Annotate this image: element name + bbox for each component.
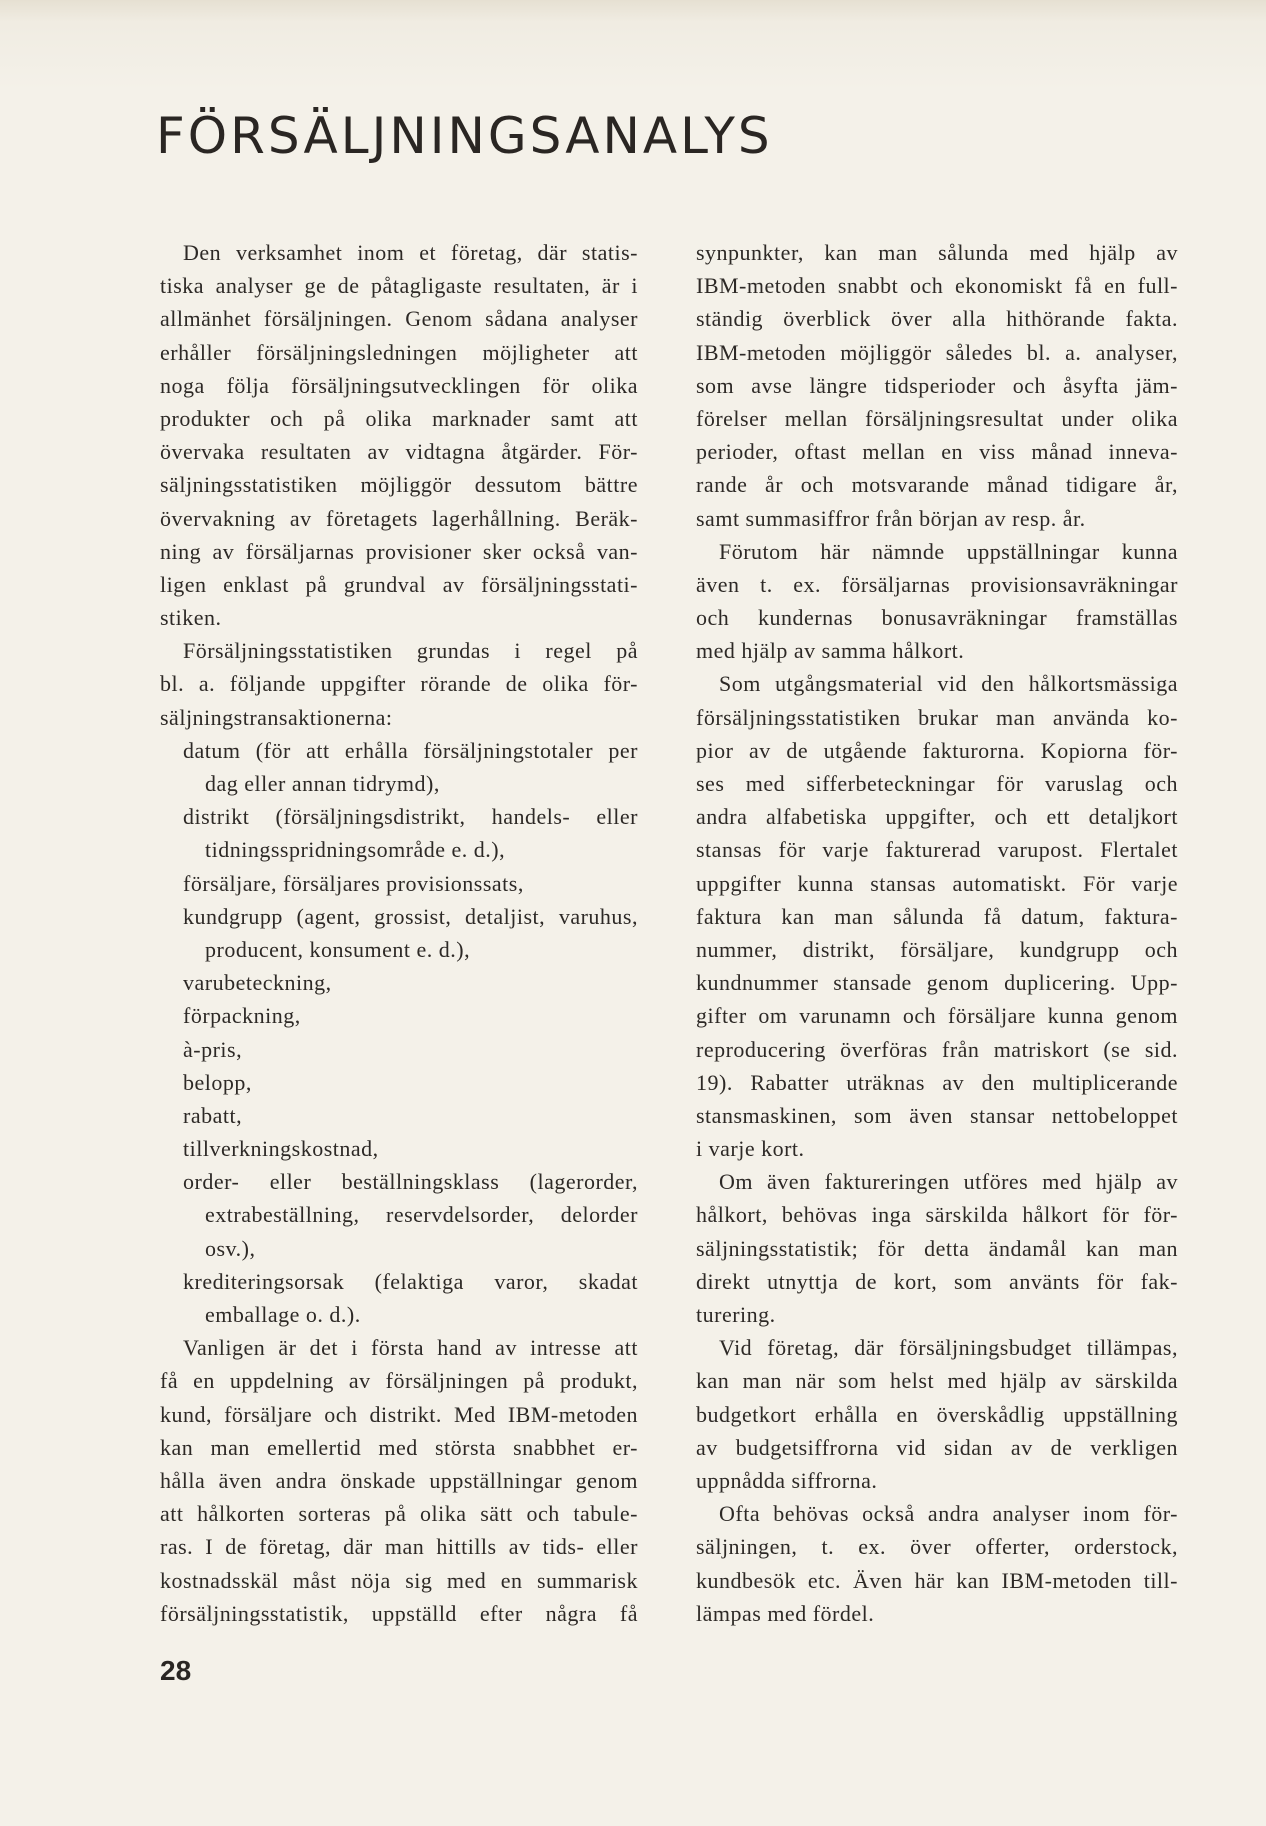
text-line: noga följa försäljningsutvecklingen för olika [160,372,638,398]
text-line: kan man emellertid med största snabbhet er- [160,1434,638,1460]
text-line: reproducering överföras från matriskort (se sid. [696,1036,1178,1062]
text-line: Vid företag, där försäljningsbudget tillämpas, [719,1335,1178,1361]
text-line: ses med sifferbeteckningar för varuslag och [696,771,1178,796]
list-item [160,1165,638,1265]
text-line: tiska analyser ge de påtagligaste resultaten, är i [160,273,638,299]
text-line: direkt utnyttja de kort, som använts för fak- [696,1268,1178,1294]
text-line: rande år och motsvarande månad tidigare år, [696,472,1178,498]
text-line: kostnadsskäl måst nöja sig med en summarisk [160,1567,638,1593]
paragraph [160,634,638,734]
text-line: ning av försäljarnas provisioner sker också van- [160,538,638,564]
text-line: turering. [696,1302,776,1327]
text-line: uppgifter kunna stansas automatiskt. För varje [696,870,1178,896]
text-line: Vanligen är det i första hand av intresse att [183,1335,638,1361]
right-column [696,236,1178,1630]
paragraph [696,1331,1178,1497]
text-line: förelser mellan försäljningsresultat under olika [696,405,1178,431]
text-line: stansas för varje fakturerad varupost. Flertalet [696,837,1178,863]
text-line: lämpas med fördel. [696,1600,875,1626]
text-line: säljningsstatistik; för detta ändamål kan man [696,1235,1178,1261]
text-line: stiken. [160,605,222,631]
list-item [160,966,638,999]
page-number: 28 [160,1655,192,1686]
text-line: andra alfabetiska uppgifter, och ett detaljkort [696,804,1178,830]
text-line: allmänhet försäljningen. Genom sådana analyser [160,306,638,332]
text-line: dag eller annan tidrymd), [205,771,440,796]
text-line: gifter om varunamn och försäljare kunna genom [696,1003,1178,1029]
text-line: IBM-metoden snabbt och ekonomiskt få en full- [696,273,1178,299]
list-item [160,999,638,1032]
text-line: hålkort, behövas inga särskilda hålkort för för- [696,1202,1178,1228]
text-line: tillverkningskostnad, [183,1136,379,1162]
text-line: extrabeställning, reservdelsorder, delorder [205,1202,638,1228]
text-line: övervaka resultaten av vidtagna åtgärder. För- [160,439,638,465]
text-line: att hålkorten sorteras på olika sätt och tabule- [160,1501,638,1527]
paragraph [160,236,638,634]
left-column [160,236,638,1630]
list-item [160,734,638,800]
text-line: krediteringsorsak (felaktiga varor, skadat [183,1268,638,1294]
text-line: kundbesök etc. Även här kan IBM-metoden till- [696,1567,1178,1593]
text-line: perioder, oftast mellan en viss månad inneva- [696,439,1178,465]
text-line: Om även faktureringen utföres med hjälp av [719,1169,1178,1195]
text-line: förpackning, [183,1003,301,1029]
text-line: övervakning av företagets lagerhållning. Beräk- [160,505,638,531]
text-line: synpunkter, kan man sålunda med hjälp av [696,240,1178,265]
text-line: Försäljningsstatistiken grundas i regel på [183,638,638,664]
text-line: med hjälp av samma hålkort. [696,638,965,664]
text-line: budgetkort erhålla en överskådlig uppställning [696,1401,1178,1427]
text-line: faktura kan man sålunda få datum, faktura- [696,903,1178,929]
text-line: Den verksamhet inom et företag, där statis- [183,240,638,265]
text-line: och kundernas bonusavräkningar framställas [696,605,1178,631]
text-line: bl. a. följande uppgifter rörande de olika för- [160,671,638,697]
paragraph [696,1165,1178,1331]
text-line: erhåller försäljningsledningen möjligheter att [160,339,638,365]
text-line: varubeteckning, [183,970,332,996]
text-line: säljningsstatistiken möjliggör dessutom bättre [160,472,638,498]
text-line: ligen enklast på grundval av försäljningsstati- [160,571,638,597]
text-line: IBM-metoden möjliggör således bl. a. analyser, [696,339,1178,365]
text-line: kundgrupp (agent, grossist, detaljist, varuhus, [183,903,638,929]
text-line: producent, konsument e. d.), [205,936,471,962]
text-line: datum (för att erhålla försäljningstotaler per [183,737,638,763]
paragraph [160,1331,638,1630]
text-line: osv.), [205,1235,256,1261]
text-line: säljningen, t. ex. över offerter, orderstock, [696,1534,1178,1560]
list-item [160,1265,638,1331]
text-line: kund, försäljare och distrikt. Med IBM-metoden [160,1401,638,1427]
paragraph [696,535,1178,668]
text-line: à-pris, [183,1036,243,1062]
text-line: som avse längre tidsperioder och åsyfta jäm- [696,372,1178,398]
list-item [160,1099,638,1132]
text-line: av budgetsiffrorna vid sidan av de verkligen [696,1434,1178,1460]
list-item [160,867,638,900]
list-item [160,800,638,866]
text-line: ständig överblick över alla hithörande fakta. [696,306,1178,332]
text-line: 19). Rabatter uträknas av den multiplicerande [696,1069,1178,1095]
text-line: emballage o. d.). [205,1302,361,1327]
text-line: tidningsspridningsområde e. d.), [205,837,506,863]
text-line: försäljningsstatistik, uppställd efter några få [160,1600,638,1626]
text-line: Som utgångsmaterial vid den hålkortsmässiga [719,671,1178,697]
text-line: få en uppdelning av försäljningen på produkt, [160,1368,638,1394]
text-line: hålla även andra önskade uppställningar genom [160,1467,638,1493]
text-line: även t. ex. försäljarnas provisionsavräkningar [696,571,1178,597]
paragraph [696,236,1178,535]
text-line: order- eller beställningsklass (lagerorder, [183,1169,638,1195]
text-line: kan man när som helst med hjälp av särskilda [696,1368,1178,1394]
text-line: nummer, distrikt, försäljare, kundgrupp och [696,936,1178,962]
list-item [160,1066,638,1099]
page-title: FÖRSÄLJNINGSANALYS [156,107,773,165]
text-line: pior av de utgående fakturorna. Kopiorna för- [696,737,1178,763]
list-item [160,1033,638,1066]
text-line: i varje kort. [696,1136,805,1162]
paragraph [696,1497,1178,1630]
list-item [160,900,638,966]
text-line: Förutom här nämnde uppställningar kunna [719,538,1178,564]
text-line: säljningstransaktionerna: [160,704,393,730]
text-line: uppnådda siffrorna. [696,1467,878,1493]
text-line: kundnummer stansade genom duplicering. Upp- [696,970,1178,996]
text-line: försäljningsstatistiken brukar man använda ko- [696,704,1178,730]
text-line: rabatt, [183,1102,243,1128]
text-line: försäljare, försäljares provisionssats, [183,870,524,896]
text-line: Ofta behövas också andra analyser inom för- [719,1501,1178,1527]
paragraph [696,667,1178,1165]
text-line: ras. I de företag, där man hittills av tids- eller [160,1534,638,1560]
text-line: stansmaskinen, som även stansar nettobeloppet [696,1102,1178,1128]
text-line: produkter och på olika marknader samt att [160,405,638,431]
text-line: belopp, [183,1069,252,1095]
list [160,734,638,1331]
text-line: samt summasiffror från början av resp. år. [696,505,1086,531]
list-item [160,1132,638,1165]
text-line: distrikt (försäljningsdistrikt, handels- eller [183,804,638,830]
